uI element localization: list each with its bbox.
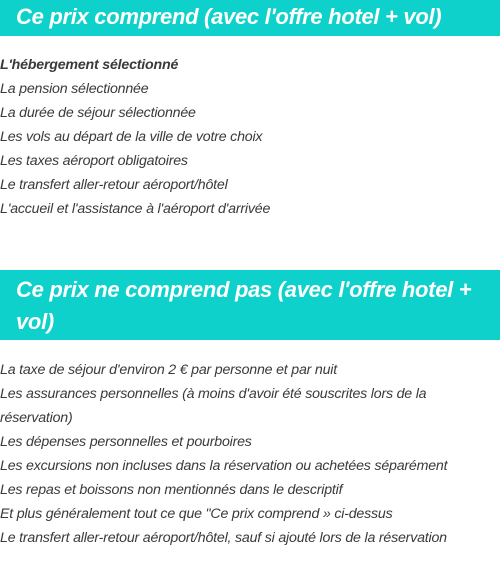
list-item: La durée de séjour sélectionnée <box>0 105 196 121</box>
list-item: Les taxes aéroport obligatoires <box>0 153 188 169</box>
list-item: L'accueil et l'assistance à l'aéroport d'arrivée <box>0 201 271 217</box>
section-spacer <box>0 221 500 270</box>
included-title: Ce prix comprend (avec l'offre hotel + vol) <box>0 0 500 36</box>
included-section <box>0 0 500 221</box>
list-item: Les vols au départ de la ville de votre choix <box>0 129 263 145</box>
list-item: L'hébergement sélectionné <box>0 57 179 73</box>
list-item: Les repas et boissons non mentionnés dans le descriptif <box>0 482 343 498</box>
list-item: Les excursions non incluses dans la réservation ou achetées séparément <box>0 458 448 474</box>
list-item: Les assurances personnelles (à moins d'avoir été souscrites lors de la réservation) <box>0 386 427 426</box>
list-item: La pension sélectionnée <box>0 81 149 97</box>
included-list <box>0 53 500 221</box>
excluded-section <box>0 270 500 550</box>
list-item: La taxe de séjour d'environ 2 € par personne et par nuit <box>0 362 337 378</box>
list-item: Et plus généralement tout ce que "Ce prix comprend » ci-dessus <box>0 506 393 522</box>
list-item: Les dépenses personnelles et pourboires <box>0 434 252 450</box>
excluded-title: Ce prix ne comprend pas (avec l'offre hotel + vol) <box>0 270 500 340</box>
excluded-list <box>0 358 500 550</box>
list-item: Le transfert aller-retour aéroport/hôtel, sauf si ajouté lors de la réservation <box>0 530 447 546</box>
list-item: Le transfert aller-retour aéroport/hôtel <box>0 177 228 193</box>
